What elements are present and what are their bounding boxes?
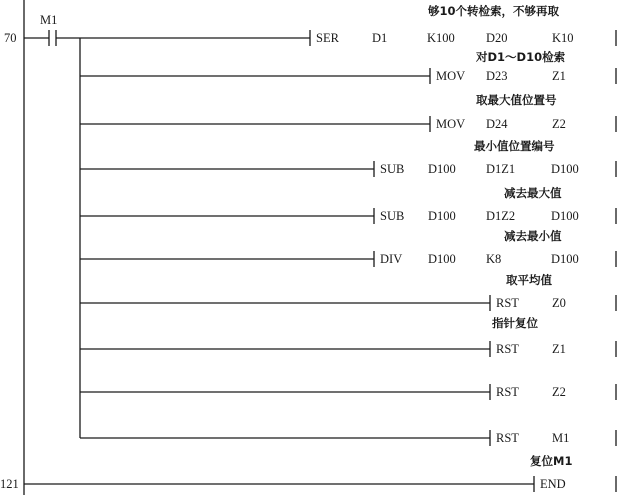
instruction-rst-z0 [490, 295, 566, 311]
op-8: RST [496, 342, 519, 356]
comment-reset-m1: 复位M1 [530, 454, 573, 468]
comment-5: 减去最大值 [504, 186, 562, 200]
instruction-sub-2 [374, 208, 579, 224]
arg-2-2: Z1 [552, 69, 566, 83]
arg-8-1: Z1 [552, 342, 566, 356]
arg-5-3: D100 [551, 209, 579, 223]
step-number-70: 70 [4, 31, 17, 45]
comment-2: 对D1～D10检索 [476, 50, 566, 64]
arg-1-3: D20 [486, 31, 508, 45]
op-2: MOV [436, 69, 466, 83]
arg-7-1: Z0 [552, 296, 566, 310]
op-4: SUB [380, 162, 405, 176]
instruction-rst-m1 [490, 430, 569, 446]
arg-10-1: M1 [552, 431, 570, 445]
op-1: SER [316, 31, 339, 45]
arg-9-1: Z2 [552, 385, 566, 399]
op-7: RST [496, 296, 519, 310]
op-9: RST [496, 385, 519, 399]
comment-8: 指针复位 [492, 316, 538, 330]
arg-6-3: D100 [551, 252, 579, 266]
instruction-mov-2 [430, 116, 566, 132]
instruction-rst-z1 [490, 341, 566, 357]
arg-6-2: K8 [486, 252, 502, 266]
arg-4-2: D1Z1 [486, 162, 516, 176]
arg-4-3: D100 [551, 162, 579, 176]
arg-3-2: Z2 [552, 117, 566, 131]
arg-1-4: K10 [552, 31, 574, 45]
comment-6: 减去最小值 [504, 229, 562, 243]
normally-open-contact-icon [49, 30, 56, 46]
instruction-sub-1 [374, 161, 579, 177]
instruction-rst-z2 [490, 384, 566, 400]
op-5: SUB [380, 209, 405, 223]
comment-7: 取平均值 [506, 273, 552, 287]
arg-2-1: D23 [486, 69, 508, 83]
comment-4: 最小值位置编号 [474, 139, 555, 153]
arg-5-1: D100 [428, 209, 456, 223]
arg-3-1: D24 [486, 117, 508, 131]
instruction-mov-1 [430, 68, 566, 84]
contact-label: M1 [40, 13, 58, 27]
comment-1: 够10个转检索，不够再取 [428, 4, 560, 18]
arg-5-2: D1Z2 [486, 209, 516, 223]
step-number-121: 121 [0, 477, 19, 491]
instruction-end [534, 476, 566, 492]
op-end: END [540, 477, 566, 491]
instruction-div [374, 251, 579, 267]
arg-1-1: D1 [372, 31, 388, 45]
arg-1-2: K100 [427, 31, 455, 45]
comment-3: 取最大值位置号 [476, 93, 557, 107]
op-10: RST [496, 431, 519, 445]
op-3: MOV [436, 117, 466, 131]
instruction-ser [310, 30, 574, 46]
arg-4-1: D100 [428, 162, 456, 176]
arg-6-1: D100 [428, 252, 456, 266]
op-6: DIV [380, 252, 403, 266]
